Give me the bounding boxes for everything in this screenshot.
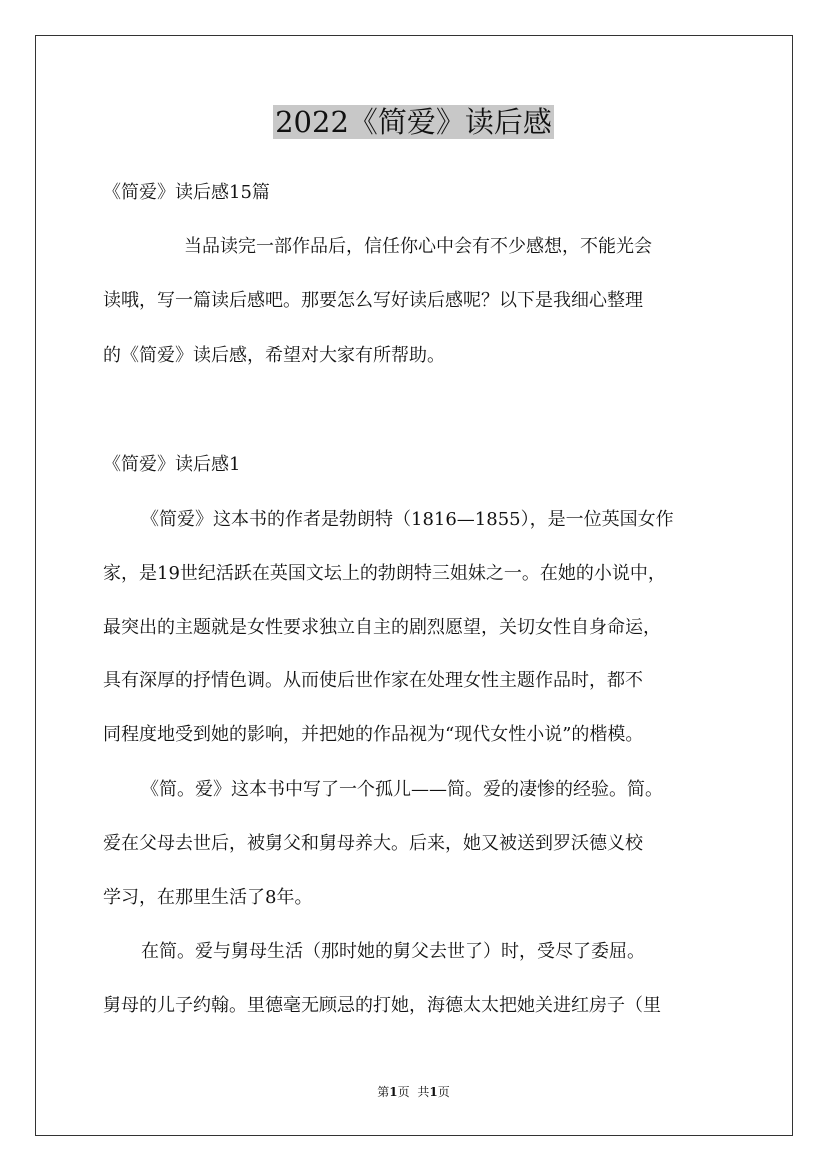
document-title bbox=[0, 103, 827, 141]
body-line: 学习，在那里生活了8年。 bbox=[103, 887, 313, 908]
total-label-pre: 共 bbox=[417, 1085, 430, 1099]
document-subtitle: 《简爱》读后感15篇 bbox=[103, 182, 270, 203]
intro-line: 读哦，写一篇读后感吧。那要怎么写好读后感呢？以下是我细心整理 bbox=[103, 290, 643, 311]
body-line: 在简。爱与舅母生活（那时她的舅父去世了）时，受尽了委屈。 bbox=[141, 941, 645, 962]
document-title-text: 2022《简爱》读后感 bbox=[275, 105, 552, 139]
intro-line: 当品读完一部作品后，信任你心中会有不少感想，不能光会 bbox=[184, 236, 652, 257]
page-number: 1 bbox=[389, 1085, 398, 1099]
section-heading: 《简爱》读后感1 bbox=[103, 454, 241, 475]
page-label-pre: 第 bbox=[377, 1085, 390, 1099]
total-pages: 1 bbox=[429, 1085, 438, 1099]
page-label-mid: 页 bbox=[397, 1085, 410, 1099]
page-footer bbox=[0, 1084, 827, 1100]
body-line: 最突出的主题就是女性要求独立自主的剧烈愿望，关切女性自身命运， bbox=[103, 617, 661, 638]
body-line: 同程度地受到她的影响，并把她的作品视为“现代女性小说”的楷模。 bbox=[103, 724, 644, 745]
body-line: 舅母的儿子约翰。里德毫无顾忌的打她，海德太太把她关进红房子（里 bbox=[103, 995, 661, 1016]
total-label-post: 页 bbox=[437, 1085, 450, 1099]
body-line: 《简爱》这本书的作者是勃朗特（1816—1855），是一位英国女作 bbox=[141, 509, 674, 530]
body-line: 《简。爱》这本书中写了一个孤儿——简。爱的凄惨的经验。简。 bbox=[141, 779, 663, 800]
body-line: 具有深厚的抒情色调。从而使后世作家在处理女性主题作品时，都不 bbox=[103, 670, 643, 691]
body-line: 家，是19世纪活跃在英国文坛上的勃朗特三姐妹之一。在她的小说中， bbox=[103, 563, 666, 584]
intro-line: 的《简爱》读后感，希望对大家有所帮助。 bbox=[103, 345, 445, 366]
body-line: 爱在父母去世后，被舅父和舅母养大。后来，她又被送到罗沃德义校 bbox=[103, 833, 643, 854]
